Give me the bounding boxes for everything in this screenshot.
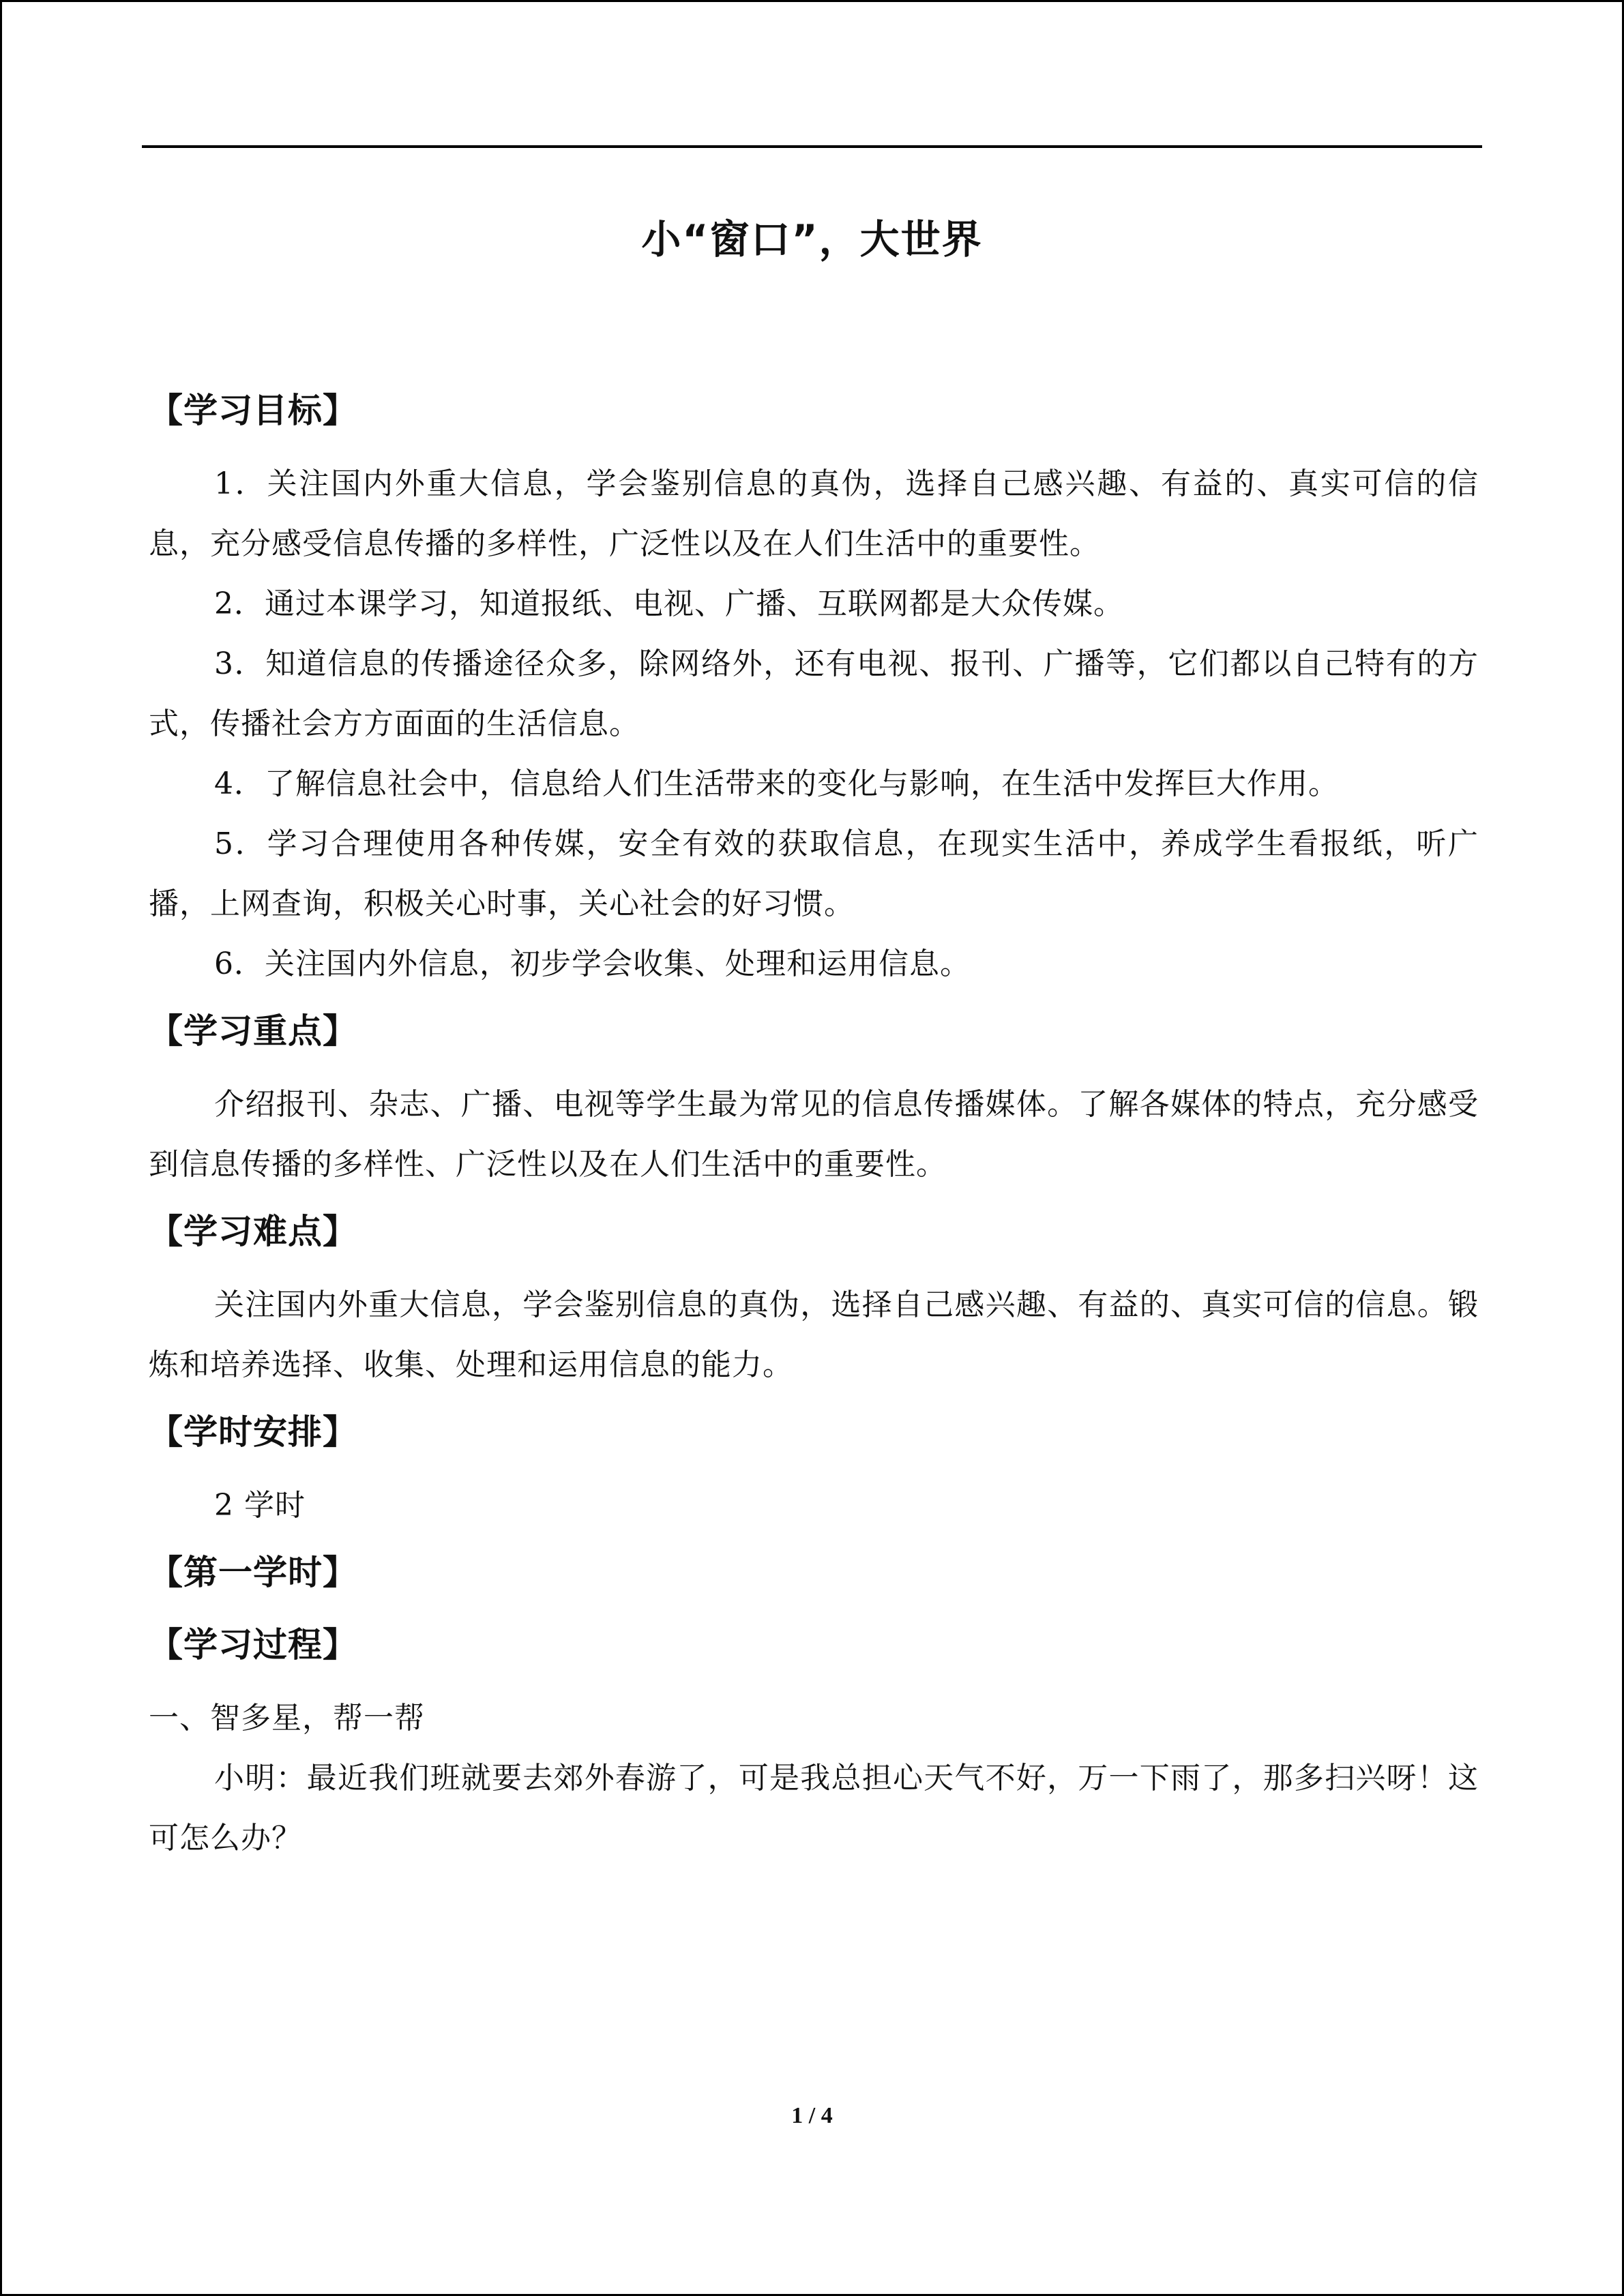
heading-objectives: 【学习目标】 bbox=[149, 391, 357, 430]
objective-item-1: 1．关注国内外重大信息，学会鉴别信息的真伪，选择自己感兴趣、有益的、真实可信的信息，充分感受信息传播的多样性，广泛性以及在人们生活中的重要性。 bbox=[149, 466, 1479, 561]
document-body bbox=[149, 382, 1479, 1868]
heading-difficulties: 【学习难点】 bbox=[149, 1212, 357, 1251]
heading-schedule: 【学时安排】 bbox=[149, 1412, 357, 1452]
document-title: 小“窗口”，大世界 bbox=[641, 216, 983, 263]
objective-item-5: 5．学习合理使用各种传媒，安全有效的获取信息，在现实生活中，养成学生看报纸，听广播，上网查询，积极关心时事，关心社会的好习惯。 bbox=[149, 826, 1479, 921]
objective-item-4: 4．了解信息社会中，信息给人们生活带来的变化与影响，在生活中发挥巨大作用。 bbox=[214, 766, 1339, 801]
difficulties-text: 关注国内外重大信息，学会鉴别信息的真伪，选择自己感兴趣、有益的、真实可信的信息。锻炼和培养选择、收集、处理和运用信息的能力。 bbox=[149, 1287, 1479, 1382]
header-rule bbox=[142, 145, 1482, 148]
process-text: 小明：最近我们班就要去郊外春游了，可是我总担心天气不好，万一下雨了，那多扫兴呀！这可怎么办？ bbox=[149, 1761, 1479, 1855]
heading-key-points: 【学习重点】 bbox=[149, 1011, 357, 1051]
objective-item-3: 3．知道信息的传播途径众多，除网络外，还有电视、报刊、广播等，它们都以自己特有的方式，传播社会方方面面的生活信息。 bbox=[149, 646, 1479, 741]
process-subheading: 一、智多星，帮一帮 bbox=[149, 1701, 425, 1735]
page-number: 1 / 4 bbox=[791, 2103, 833, 2128]
heading-process: 【学习过程】 bbox=[149, 1625, 357, 1665]
objective-item-6: 6．关注国内外信息，初步学会收集、处理和运用信息。 bbox=[214, 946, 971, 981]
objective-item-2: 2．通过本课学习，知道报纸、电视、广播、互联网都是大众传媒。 bbox=[214, 586, 1124, 621]
key-points-text: 介绍报刊、杂志、广播、电视等学生最为常见的信息传播媒体。了解各媒体的特点，充分感受到信息传播的多样性、广泛性以及在人们生活中的重要性。 bbox=[149, 1087, 1479, 1182]
heading-first-period: 【第一学时】 bbox=[149, 1553, 357, 1592]
schedule-text: 2 学时 bbox=[214, 1488, 306, 1523]
